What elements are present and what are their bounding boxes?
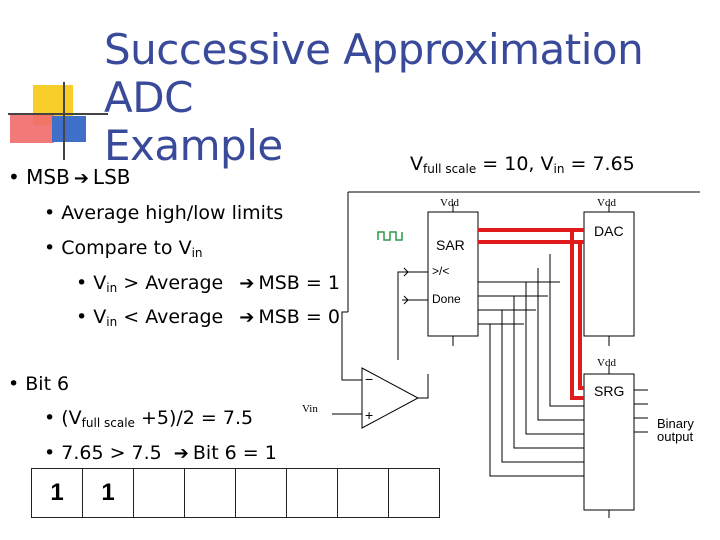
comparator-out [418, 374, 428, 398]
bullet-dot: • [8, 373, 26, 395]
bullet-dot: • [8, 165, 27, 189]
srg-vdd-label: Vdd [597, 357, 616, 369]
dac-vdd-label: Vdd [597, 197, 616, 209]
minus-label: − [365, 371, 374, 387]
bit6-text: Bit 6 [25, 373, 70, 395]
calc-rest: +5)/2 = 7.5 [134, 407, 254, 429]
arrow-icon: ➔ [73, 168, 89, 189]
vin-subscript: in [553, 162, 565, 176]
feedback-wire [342, 312, 362, 380]
calc-open: (V [61, 407, 82, 429]
binary-label: Binary [657, 416, 694, 431]
gt-lt-label: >/< [432, 264, 450, 278]
srg-label: SRG [594, 383, 625, 399]
msb-one-text: MSB = 1 [258, 272, 340, 294]
in-subscript: in [106, 281, 118, 295]
bullet-dot: • [44, 237, 62, 259]
plus-label: + [365, 407, 374, 423]
red-bus-lines [478, 230, 584, 398]
bit-cell-6: 1 [83, 469, 134, 517]
full-scale-subscript: full scale [423, 162, 477, 176]
fullscale-eq: = 10, V [476, 153, 554, 175]
v-label: V [410, 153, 423, 175]
greater-text: > Average [117, 272, 224, 294]
bullet-dot: • [76, 306, 94, 328]
bit6-result-text: Bit 6 = 1 [192, 442, 277, 464]
vin-label: Vin [302, 403, 318, 415]
v-label: V [93, 272, 107, 294]
bullet-dot: • [44, 202, 62, 224]
bus-drop-4 [526, 282, 584, 434]
clock-waveform [378, 232, 402, 240]
arrow-icon: ➔ [239, 307, 255, 328]
red-drop-2 [580, 242, 584, 388]
comp-to-sar [398, 272, 402, 360]
in-subscript: in [106, 315, 118, 329]
done-label: Done [432, 292, 461, 306]
less-text: < Average [117, 306, 224, 328]
msb-label: MSB [26, 165, 70, 189]
avg-limits-text: Average high/low limits [61, 202, 284, 224]
sar-label: SAR [436, 237, 465, 253]
bit-cell-7: 1 [32, 469, 83, 517]
full-scale-subscript: full scale [81, 416, 135, 430]
sar-vdd-label: Vdd [440, 197, 459, 209]
in-subscript: in [191, 246, 203, 260]
bullet-dot: • [44, 407, 62, 429]
v-label: V [93, 306, 107, 328]
bullet-dot: • [76, 272, 94, 294]
bus-drop-1 [490, 324, 584, 476]
title-line-1: Successive Approximation ADC [104, 25, 644, 122]
title-line-2: Example [104, 121, 283, 170]
arrow-icon: ➔ [173, 443, 189, 464]
compare-text: Compare to V [61, 237, 192, 259]
vin-eq: = 7.65 [564, 153, 635, 175]
output-label: output [657, 429, 694, 444]
bullet-dot: • [44, 442, 62, 464]
lsb-label: LSB [92, 165, 131, 189]
msb-zero-text: MSB = 0 [258, 306, 340, 328]
compare-calc-text: 7.65 > 7.5 [61, 442, 162, 464]
arrow-icon: ➔ [239, 273, 255, 294]
dac-label: DAC [594, 223, 624, 239]
